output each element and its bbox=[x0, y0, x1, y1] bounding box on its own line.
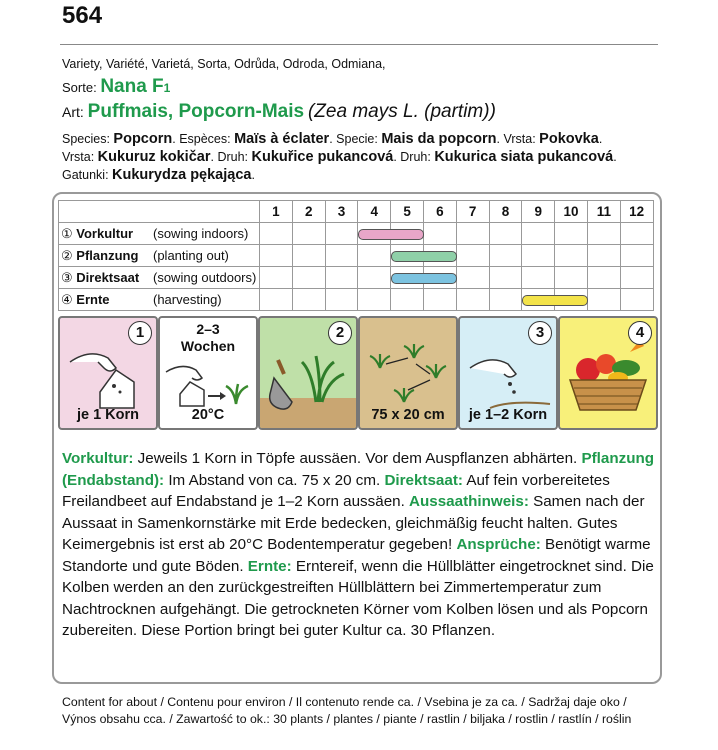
latin-name: (Zea mays L. (partim)) bbox=[307, 101, 496, 122]
calendar-row: ③ Direktsaat (sowing outdoors) bbox=[59, 267, 654, 289]
sowing-calendar bbox=[58, 200, 658, 311]
variety-name-line bbox=[62, 76, 170, 98]
calendar-row: ② Pflanzung (planting out) bbox=[59, 245, 654, 267]
section-heading: Aussaathinweis: bbox=[409, 493, 529, 510]
section-text: Samen nach der Aussaat in Samenkornstärke mit Erde bedecken, gleichmäßig feucht halten. Gutes Keimergebnis ist erst ab 20°C Bodentemperatur gegeben! bbox=[62, 493, 645, 553]
pictogram bbox=[458, 316, 558, 430]
species-label: Gatunki: bbox=[62, 168, 113, 182]
species-label: Vrsta: bbox=[503, 132, 540, 146]
species-label: Vrsta: bbox=[62, 150, 98, 164]
month-header: 12 bbox=[620, 201, 653, 223]
pictogram-caption: je 1 Korn bbox=[76, 407, 140, 423]
pictogram-caption: 20°C bbox=[191, 407, 225, 423]
section-heading: Vorkultur: bbox=[62, 450, 134, 467]
pictogram bbox=[558, 316, 658, 430]
content-info bbox=[62, 694, 631, 728]
species-value: Kukuruz kokičar bbox=[97, 149, 211, 165]
month-header: 3 bbox=[325, 201, 358, 223]
step-number: 2 bbox=[328, 321, 352, 345]
section-text: Erntereif, wenn die Hüllblätter eingetrocknet sind. Die Kolben werden an den zurückgestreiften Hüllblättern bei Zimmertemperatur zum Nachtrocknen aufgehängt. Die getrockneten Körner vom Kolben lösen und als Popcorn zubereiten. Diese Portion bringt bei guter Kultur ca. 30 Pflanzen. bbox=[62, 557, 654, 639]
species-value: Popcorn bbox=[113, 131, 173, 147]
section-text: Benötigt warme Standorte und gute Böden. bbox=[62, 536, 651, 575]
month-header: 9 bbox=[522, 201, 555, 223]
calendar-bar bbox=[391, 273, 457, 284]
pictogram bbox=[158, 316, 258, 430]
section-text: Auf fein vorbereitetes Freilandbeet auf Endabstand je 1–2 Korn aussäen. bbox=[62, 471, 610, 510]
species-label: Espèces: bbox=[179, 132, 235, 146]
species-line-2: Vrsta: Kukuruz kokičar. Druh: Kukuřice pukancová. Druh: Kukurica siata pukancová. bbox=[62, 149, 617, 165]
section-heading: Direktsaat: bbox=[384, 471, 463, 489]
month-header: 6 bbox=[423, 201, 456, 223]
species-value: Maïs à éclater bbox=[234, 131, 330, 147]
species-label: Druh: bbox=[400, 150, 435, 164]
month-header: 7 bbox=[456, 201, 489, 223]
sorte-label: Sorte: bbox=[62, 80, 97, 95]
species-label: Specie: bbox=[336, 132, 382, 146]
pictogram bbox=[258, 316, 358, 430]
species-label: Species: bbox=[62, 132, 114, 146]
species-value: Pokovka bbox=[539, 131, 599, 147]
calendar-row: ④ Ernte (harvesting) bbox=[59, 289, 654, 311]
pictogram bbox=[358, 316, 458, 430]
month-header: 4 bbox=[358, 201, 391, 223]
month-header: 1 bbox=[260, 201, 293, 223]
calendar-bar bbox=[522, 295, 588, 306]
section-heading: Pflanzung (Endabstand): bbox=[62, 450, 655, 489]
calendar-bar bbox=[358, 229, 424, 240]
variety-line: Variety, Variété, Varietá, Sorta, Odrůda, Odroda, Odmiana, bbox=[62, 57, 386, 71]
art-label: Art: bbox=[62, 104, 84, 120]
section-text: Jeweils 1 Korn in Töpfe aussäen. Vor dem Auspflanzen abhärten. bbox=[133, 450, 582, 467]
month-header: 8 bbox=[489, 201, 522, 223]
species-label: Druh: bbox=[217, 150, 252, 164]
calendar-row: ① Vorkultur (sowing indoors) bbox=[59, 223, 654, 245]
calendar-bar bbox=[391, 251, 457, 262]
variety-name: Nana F1 bbox=[100, 76, 171, 97]
section-text: Im Abstand von ca. 75 x 20 cm. bbox=[164, 471, 385, 489]
species-line-3: Gatunki: Kukurydza pękająca. bbox=[62, 167, 255, 183]
product-code: 564 bbox=[62, 2, 103, 29]
section-heading: Ernte: bbox=[247, 557, 292, 575]
description bbox=[62, 448, 656, 642]
pictogram-caption: je 1–2 Korn bbox=[468, 407, 548, 423]
month-header: 5 bbox=[391, 201, 424, 223]
month-header: 2 bbox=[292, 201, 325, 223]
step-number: 1 bbox=[128, 321, 152, 345]
pictogram bbox=[58, 316, 158, 430]
step-number: 4 bbox=[628, 321, 652, 345]
weeks-label: 2–3 Wochen bbox=[180, 321, 236, 354]
species-value: Mais da popcorn bbox=[381, 131, 497, 147]
pictogram-caption: 75 x 20 cm bbox=[371, 407, 445, 423]
section-heading: Ansprüche: bbox=[456, 536, 541, 553]
step-number: 3 bbox=[528, 321, 552, 345]
species-value: Kukurica siata pukancová bbox=[434, 149, 614, 165]
content-line-1: Content for about / Contenu pour environ / Il contenuto rende ca. / Vsebina je za ca. / Sadržaj daje oko / bbox=[62, 695, 627, 709]
species-value: Kukurydza pękająca bbox=[112, 167, 252, 183]
month-header: 10 bbox=[555, 201, 588, 223]
species-name: Puffmais, Popcorn-Mais bbox=[87, 101, 305, 122]
month-header: 11 bbox=[587, 201, 620, 223]
content-line-2: Výnos obsahu cca. / Zawartość to ok.: 30 plants / plantes / piante / rastlin / biljaka / rostlin / rastlín / roślin bbox=[62, 712, 632, 726]
species-name-line bbox=[62, 101, 496, 123]
species-line-1: Species: Popcorn. Espèces: Maïs à éclater. Specie: Mais da popcorn. Vrsta: Pokovka. bbox=[62, 131, 603, 147]
divider bbox=[60, 44, 658, 45]
species-value: Kukuřice pukancová bbox=[251, 149, 394, 165]
